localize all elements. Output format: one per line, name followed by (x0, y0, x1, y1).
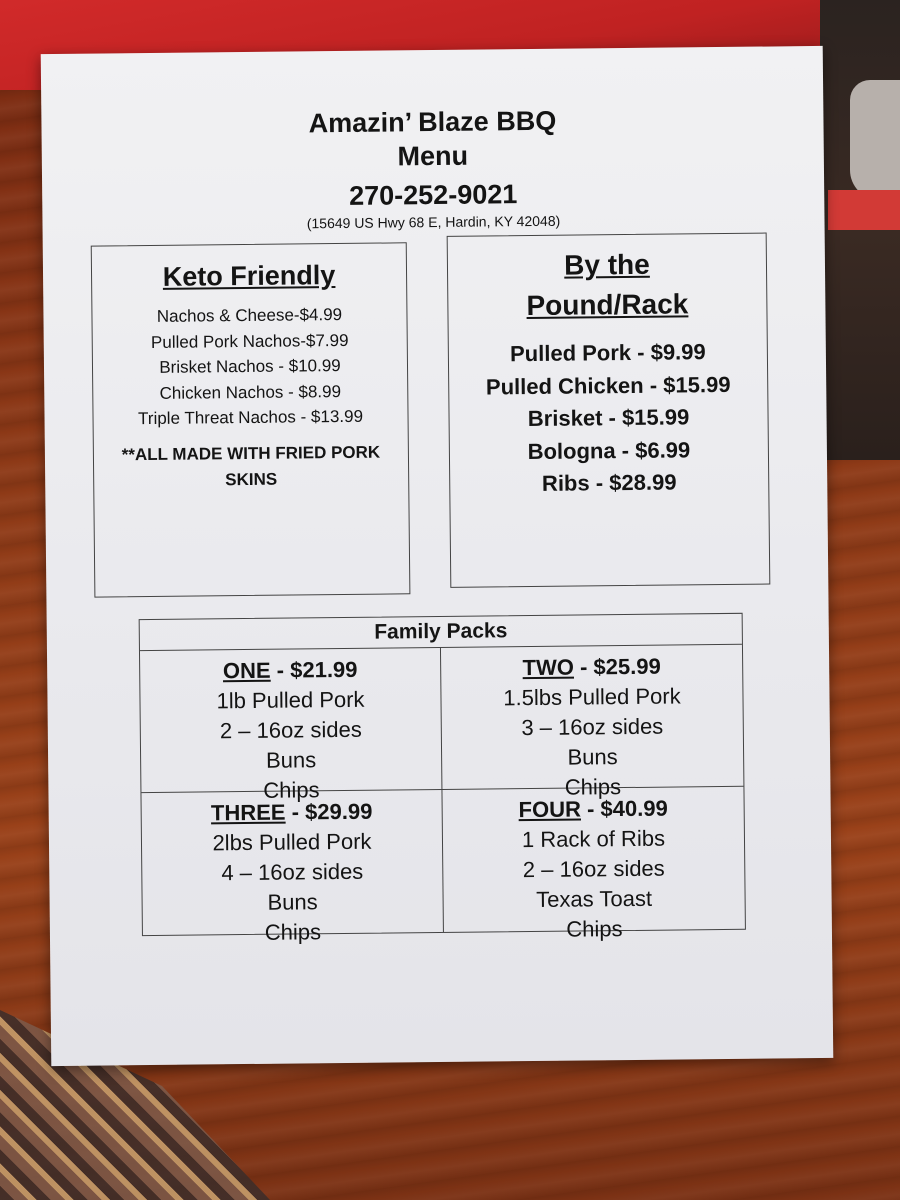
pound-title-line1: By the (564, 248, 650, 281)
pack-line: 2 – 16oz sides (219, 716, 362, 744)
family-pack-one (140, 648, 442, 803)
family-packs-table (139, 613, 746, 945)
pack-price: - $29.99 (285, 798, 373, 825)
pound-item: Bologna - $6.99 (527, 436, 691, 464)
pack-price: - $25.99 (573, 653, 661, 680)
keto-item: Brisket Nachos - $10.99 (159, 355, 341, 377)
background-object-gray (850, 80, 900, 200)
family-packs-grid (140, 645, 745, 945)
family-pack-three (141, 790, 443, 945)
keto-item: Nachos & Cheese-$4.99 (156, 304, 343, 326)
pack-name: FOUR (518, 796, 582, 823)
keto-item: Triple Threat Nachos - $13.99 (137, 406, 364, 429)
pack-line: 1 Rack of Ribs (521, 825, 666, 853)
pack-line: Texas Toast (536, 885, 653, 912)
pack-line: Chips (264, 919, 322, 945)
restaurant-name: Amazin’ Blaze BBQ (308, 105, 557, 139)
family-pack-four (442, 787, 744, 942)
pack-name: THREE (210, 799, 286, 826)
pack-line: 2 – 16oz sides (522, 855, 665, 883)
pack-line: Buns (267, 889, 318, 915)
keto-note: **ALL MADE WITH FRIED PORK SKINS (121, 442, 381, 489)
phone-number: 270-252-9021 (348, 179, 518, 211)
pound-item: Brisket - $15.99 (527, 404, 690, 432)
pack-line: Chips (566, 916, 623, 942)
menu-heading: Menu (397, 140, 469, 172)
pack-line: Buns (265, 747, 317, 773)
pack-price: - $40.99 (580, 795, 668, 822)
by-the-pound-section (447, 233, 771, 588)
keto-item: Chicken Nachos - $8.99 (159, 381, 342, 403)
pack-line: 2lbs Pulled Pork (212, 828, 372, 856)
pack-name: TWO (522, 654, 575, 681)
keto-items (92, 301, 407, 432)
pound-item: Pulled Chicken - $15.99 (485, 371, 731, 399)
pack-name: ONE (222, 657, 271, 684)
pack-line: 4 – 16oz sides (221, 858, 364, 886)
family-packs-title: Family Packs (140, 614, 742, 651)
pack-line: Chips (564, 774, 622, 800)
pound-items (449, 336, 769, 502)
pound-title (448, 244, 767, 327)
pound-item: Pulled Pork - $9.99 (509, 339, 706, 367)
menu-paper (41, 46, 834, 1066)
pack-line: 1.5lbs Pulled Pork (503, 683, 681, 711)
address: (15649 US Hwy 68 E, Hardin, KY 42048) (306, 212, 561, 232)
family-pack-two (441, 645, 743, 800)
keto-friendly-section (91, 242, 411, 597)
background-object (820, 0, 900, 460)
keto-title: Keto Friendly (162, 260, 336, 292)
background-object-red (828, 190, 900, 230)
keto-item: Pulled Pork Nachos-$7.99 (150, 330, 349, 352)
pound-item: Ribs - $28.99 (541, 469, 677, 496)
pack-line: Chips (263, 777, 320, 803)
pound-title-line2: Pound/Rack (526, 288, 689, 322)
menu-header (41, 101, 824, 235)
pack-price: - $21.99 (270, 656, 358, 683)
pack-line: 1lb Pulled Pork (216, 686, 365, 714)
pack-line: 3 – 16oz sides (521, 713, 664, 741)
pack-line: Buns (567, 744, 618, 770)
